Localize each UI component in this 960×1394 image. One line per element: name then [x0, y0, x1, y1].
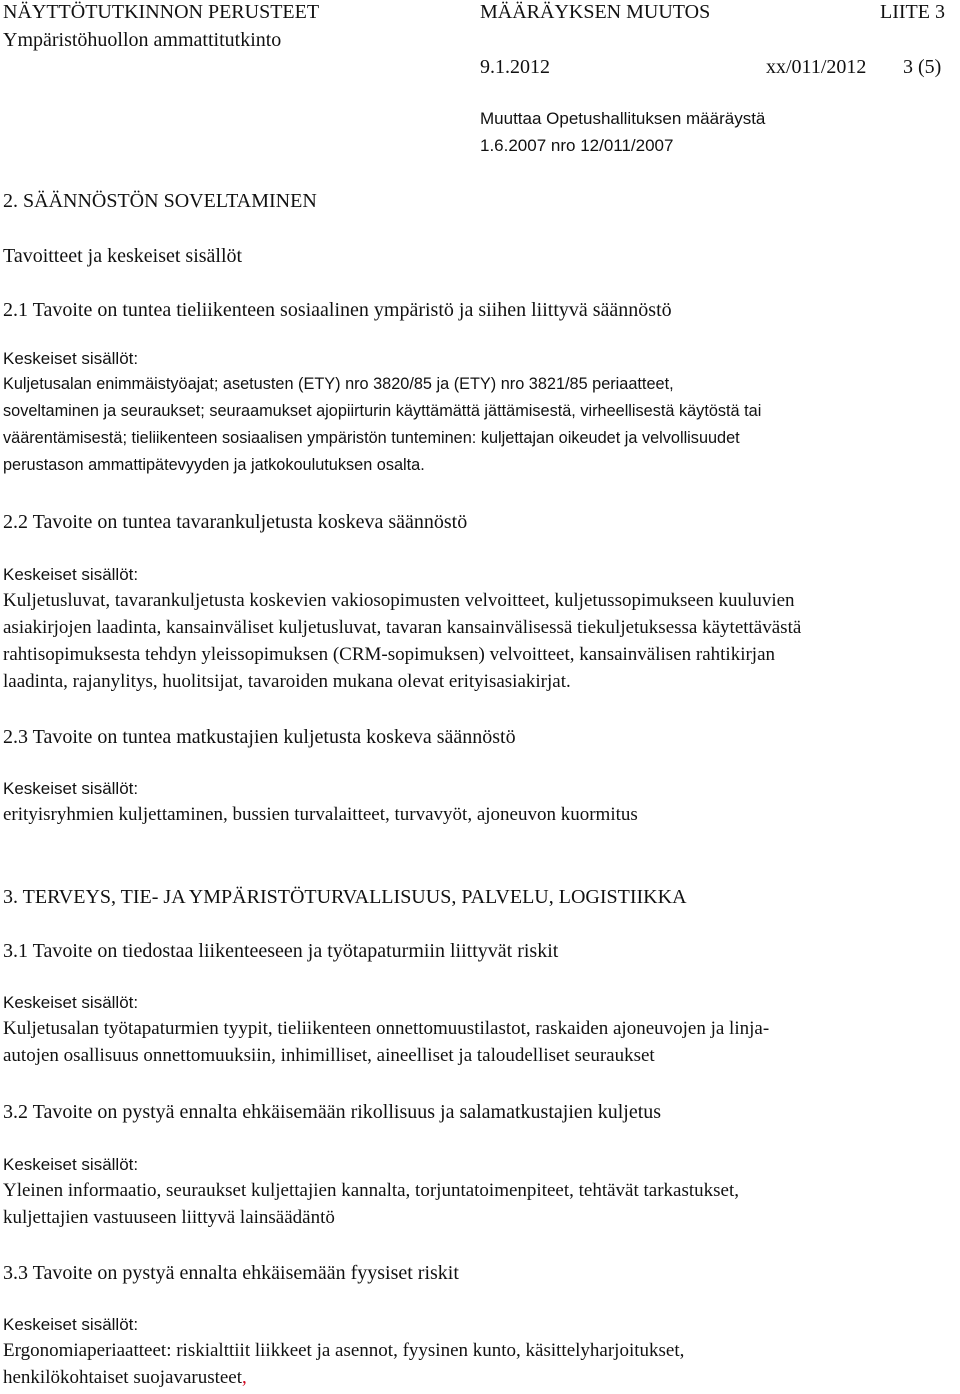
body-line: Kuljetusalan työtapaturmien tyypit, tieliikenteen onnettomuustilastot, raskaiden ajoneuvojen ja linja-: [3, 1018, 770, 1039]
section-2-1-label: Keskeiset sisällöt:: [3, 349, 139, 368]
header-left-title: NÄYTTÖTUTKINNON PERUSTEET: [3, 1, 320, 23]
header-attachment: LIITE 3: [880, 1, 945, 23]
section-2-intro: Tavoitteet ja keskeiset sisällöt: [3, 245, 243, 267]
section-3-heading: 3. TERVEYS, TIE- JA YMPÄRISTÖTURVALLISUUS, PALVELU, LOGISTIIKKA: [3, 886, 687, 908]
section-2-2-body: [3, 587, 953, 695]
section-3-2-body: [3, 1177, 953, 1231]
body-line-last: [3, 1364, 953, 1391]
section-2-1-title: 2.1 Tavoite on tuntea tieliikenteen sosiaalinen ympäristö ja siihen liittyvä säännöstö: [3, 299, 672, 321]
header-date: 9.1.2012: [480, 56, 550, 78]
section-3-2-title: 3.2 Tavoite on pystyä ennalta ehkäisemään rikollisuus ja salamatkustajien kuljetus: [3, 1101, 662, 1123]
body-line: autojen osallisuus onnettomuuksiin, inhimilliset, aineelliset ja taloudelliset seuraukset: [3, 1045, 655, 1066]
header-amends-line1: Muuttaa Opetushallituksen määräystä: [480, 109, 766, 128]
section-3-1-title: 3.1 Tavoite on tiedostaa liikenteeseen ja työtapaturmiin liittyvät riskit: [3, 940, 559, 962]
section-3-3-title: 3.3 Tavoite on pystyä ennalta ehkäisemään fyysiset riskit: [3, 1262, 459, 1284]
body-line-text: henkilökohtaiset suojavarusteet: [3, 1367, 243, 1388]
red-comma-mark: ,: [242, 1367, 247, 1388]
section-3-2-label: Keskeiset sisällöt:: [3, 1155, 139, 1174]
section-2-2-title: 2.2 Tavoite on tuntea tavarankuljetusta koskeva säännöstö: [3, 511, 468, 533]
section-3-3-body: [3, 1337, 953, 1391]
body-line: Ergonomiaperiaatteet: riskialttiit liikkeet ja asennot, fyysinen kunto, käsittelyharjoitukset,: [3, 1340, 685, 1361]
header-page-number: 3 (5): [903, 56, 942, 78]
section-2-3-title: 2.3 Tavoite on tuntea matkustajien kuljetusta koskeva säännöstö: [3, 726, 516, 748]
body-line: väärentämisestä; tieliikenteen sosiaalisen ympäristön tunteminen: kuljettajan oikeudet ja velvollisuudet: [3, 429, 740, 447]
section-2-2-label: Keskeiset sisällöt:: [3, 565, 139, 584]
section-2-1-body: [3, 371, 953, 479]
header-left-subtitle: Ympäristöhuollon ammattitutkinto: [3, 29, 282, 51]
body-line: kuljettajien vastuuseen liittyvä lainsäädäntö: [3, 1207, 335, 1228]
body-line: Kuljetusalan enimmäistyöajat; asetusten (ETY) nro 3820/85 ja (ETY) nro 3821/85 periaatteet,: [3, 375, 674, 393]
body-line: rahtisopimuksesta tehdyn yleissopimuksen (CRM-sopimuksen) velvoitteet, kansainvälisen rahtikirjan: [3, 644, 776, 665]
section-3-3-label: Keskeiset sisällöt:: [3, 1315, 139, 1334]
header-reference: xx/011/2012: [766, 56, 867, 78]
body-line: Yleinen informaatio, seuraukset kuljettajien kannalta, torjuntatoimenpiteet, tehtävät tarkastukset,: [3, 1180, 740, 1201]
section-2-heading: 2. SÄÄNNÖSTÖN SOVELTAMINEN: [3, 190, 317, 212]
body-line: Kuljetusluvat, tavarankuljetusta koskevien vakiosopimusten velvoitteet, kuljetussopimukseen kuuluvien: [3, 590, 795, 611]
body-line: perustason ammattipätevyyden ja jatkokoulutuksen osalta.: [3, 456, 425, 474]
section-2-3-label: Keskeiset sisällöt:: [3, 779, 139, 798]
section-2-3-body: [3, 801, 953, 828]
header-amends-line2: 1.6.2007 nro 12/011/2007: [480, 136, 674, 155]
body-line: soveltaminen ja seuraukset; seuraamukset ajopiirturin käyttämättä jättämisestä, virheellisestä käytöstä tai: [3, 402, 762, 420]
body-line: erityisryhmien kuljettaminen, bussien turvalaitteet, turvavyöt, ajoneuvon kuormitus: [3, 804, 638, 825]
section-3-1-body: [3, 1015, 953, 1069]
body-line: asiakirjojen laadinta, kansainväliset kuljetusluvat, tavaran kansainvälisessä tiekuljetuksessa käytettävästä: [3, 617, 802, 638]
header-center-title: MÄÄRÄYKSEN MUUTOS: [480, 1, 711, 23]
section-3-1-label: Keskeiset sisällöt:: [3, 993, 139, 1012]
body-line: laadinta, rajanylitys, huolitsijat, tavaroiden mukana olevat erityisasiakirjat.: [3, 671, 571, 692]
